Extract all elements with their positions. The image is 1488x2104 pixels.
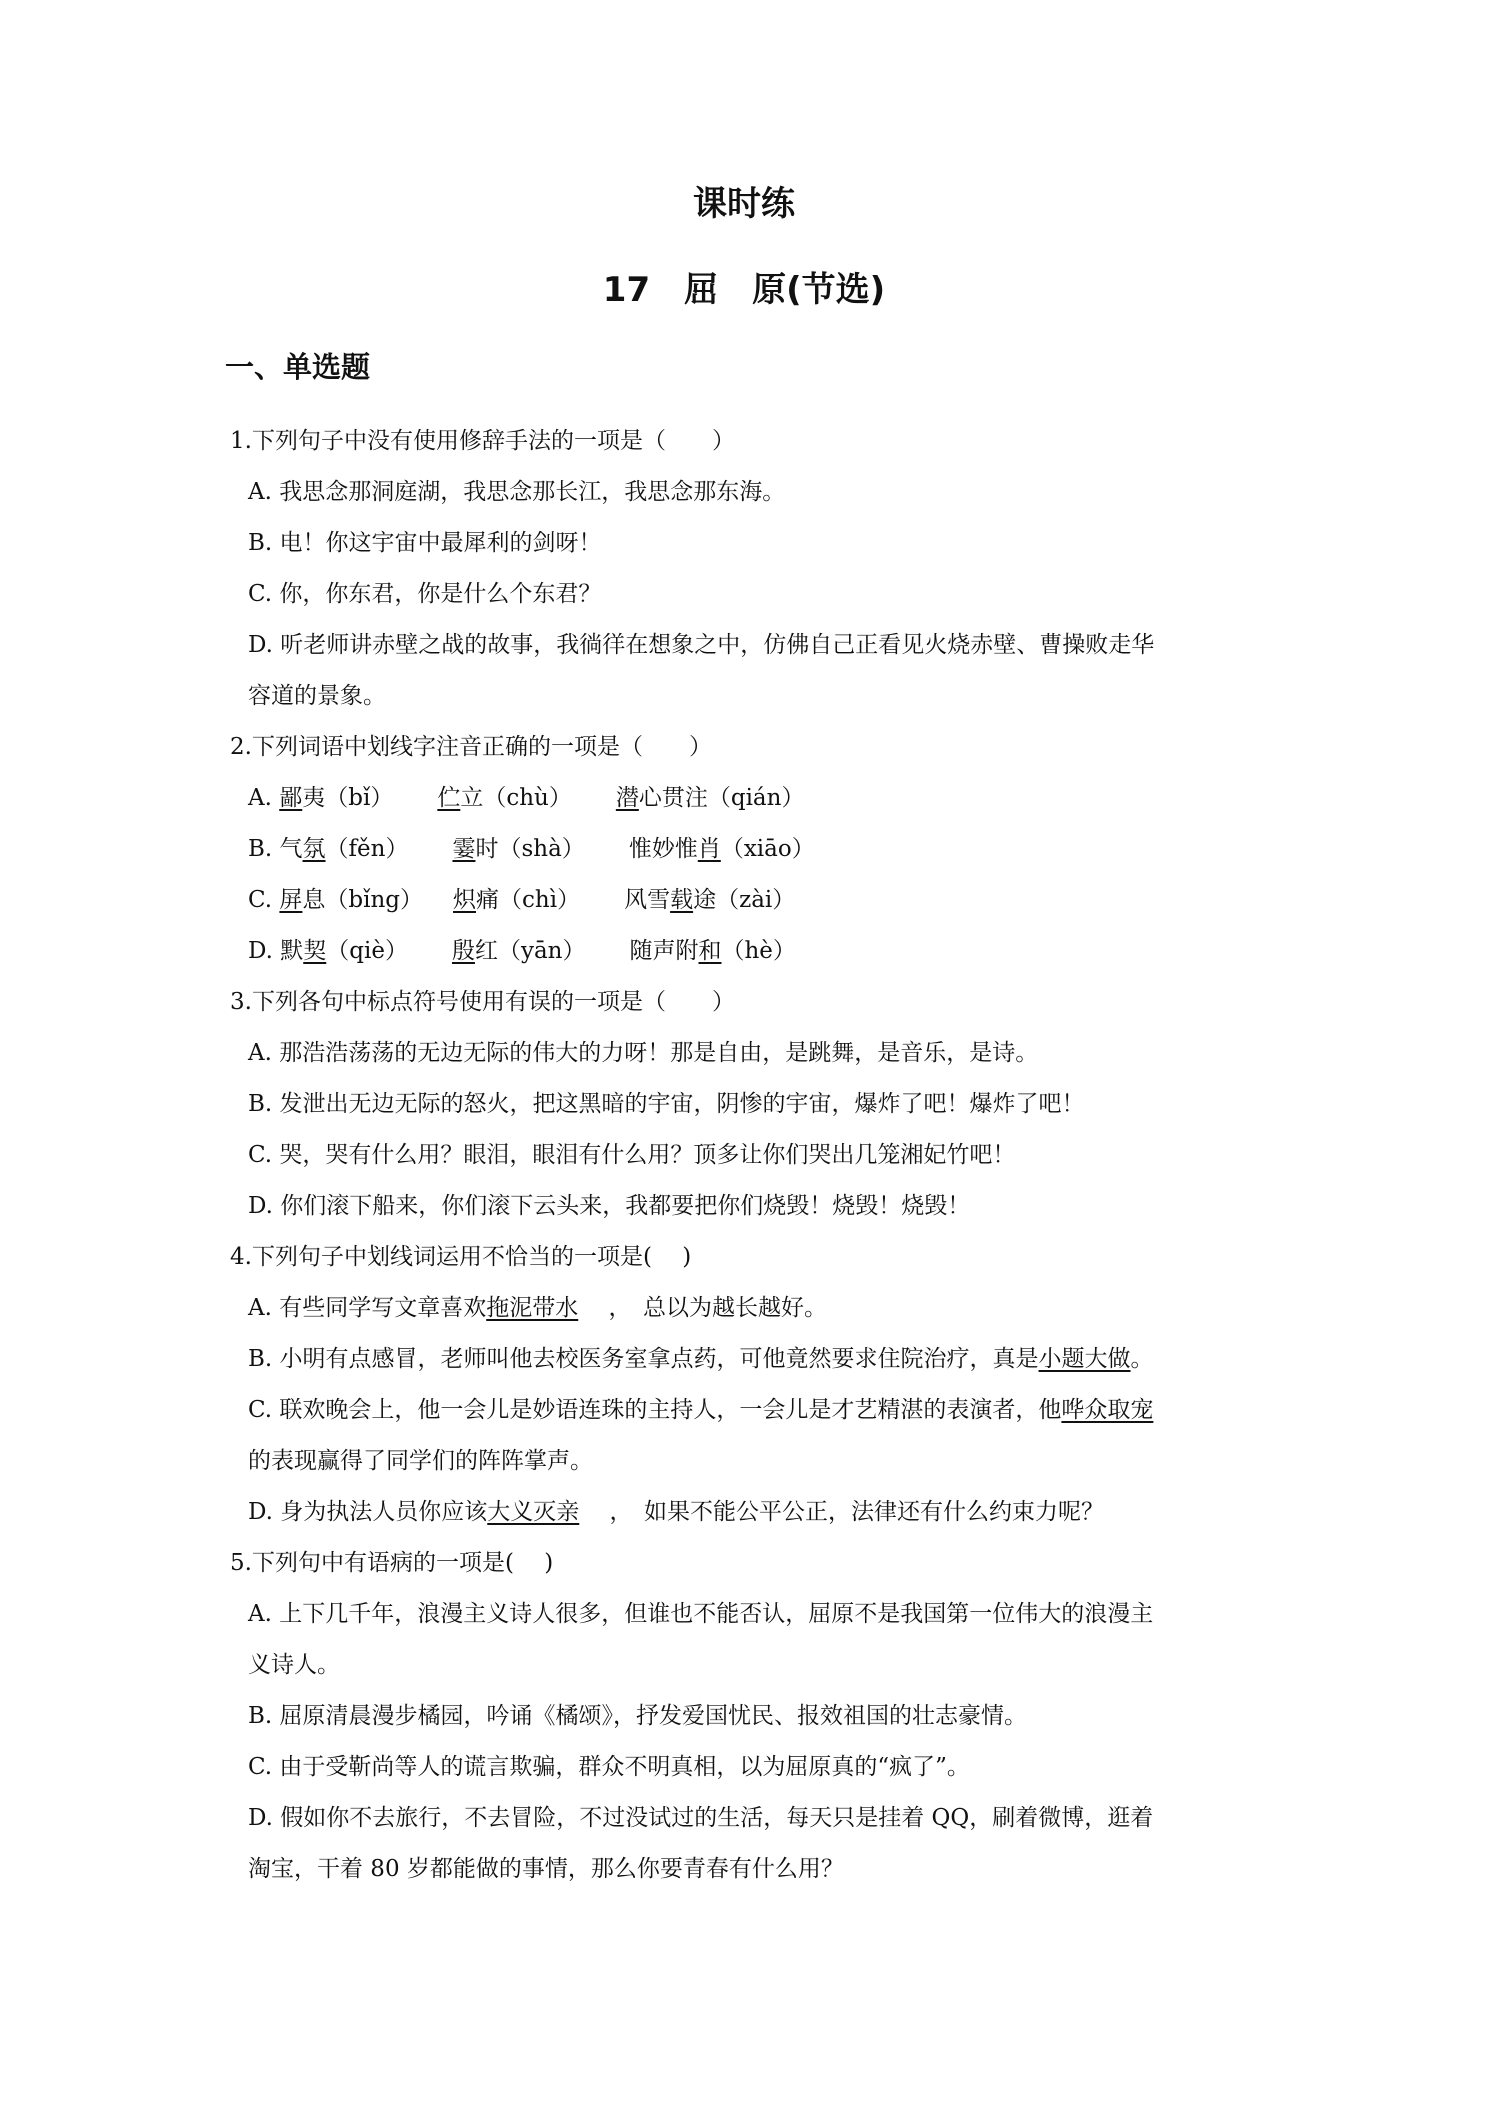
question-5-option-b: B. 屈原清晨漫步橘园，吟诵《橘颂》，抒发爱国忧民、报效祖国的壮志豪情。 bbox=[248, 1703, 1028, 1729]
question-3-option-c: C. 哭，哭有什么用？眼泪，眼泪有什么用？顶多让你们哭出几笼湘妃竹吧！ bbox=[248, 1142, 1016, 1168]
underlined-word: 小题大做 bbox=[1038, 1346, 1131, 1372]
question-4-option-c-cont: 的表现赢得了同学们的阵阵掌声。 bbox=[248, 1448, 593, 1474]
question-5-option-a-cont: 义诗人。 bbox=[248, 1652, 340, 1678]
question-3-stem: 3.下列各句中标点符号使用有误的一项是（ ） bbox=[230, 989, 735, 1015]
underlined-char: 伫 bbox=[437, 785, 461, 811]
question-3-option-d: D. 你们滚下船来，你们滚下云头来，我都要把你们烧毁！烧毁！烧毁！ bbox=[248, 1193, 971, 1219]
question-2-option-c: C. 屏息（bǐng） 炽痛（chì） 风雪载途（zài） bbox=[248, 887, 796, 913]
question-2-option-a: A. 鄙夷（bǐ） 伫立（chù） 潜心贯注（qián） bbox=[248, 785, 805, 811]
question-1-option-c: C. 你，你东君，你是什么个东君？ bbox=[248, 581, 602, 607]
underlined-char: 和 bbox=[698, 938, 722, 964]
underlined-char: 契 bbox=[303, 938, 327, 964]
underlined-char: 炽 bbox=[453, 887, 477, 913]
underlined-char: 氛 bbox=[302, 836, 326, 862]
question-5-stem: 5.下列句中有语病的一项是( ) bbox=[230, 1550, 554, 1576]
question-2-option-d: D. 默契（qiè） 殷红（yān） 随声附和（hè） bbox=[248, 938, 796, 964]
question-5-option-c: C. 由于受靳尚等人的谎言欺骗，群众不明真相，以为屈原真的“疯了”。 bbox=[248, 1754, 970, 1780]
underlined-word: 拖泥带水 bbox=[486, 1295, 579, 1321]
underlined-char: 潜 bbox=[615, 785, 639, 811]
question-3-option-b: B. 发泄出无边无际的怒火，把这黑暗的宇宙，阴惨的宇宙，爆炸了吧！爆炸了吧！ bbox=[248, 1091, 1085, 1117]
question-4-option-c: C. 联欢晚会上，他一会儿是妙语连珠的主持人，一会儿是才艺精湛的表演者，他哗众取宠 bbox=[248, 1397, 1154, 1423]
question-1-option-a: A. 我思念那洞庭湖，我思念那长江，我思念那东海。 bbox=[248, 479, 786, 505]
section-heading: 一、单选题 bbox=[225, 350, 371, 384]
underlined-char: 屏 bbox=[279, 887, 303, 913]
question-1-option-d: D. 听老师讲赤壁之战的故事，我徜徉在想象之中，仿佛自己正看见火烧赤壁、曹操败走华 bbox=[248, 632, 1155, 658]
underlined-char: 鄙 bbox=[279, 785, 303, 811]
underlined-char: 殷 bbox=[451, 938, 475, 964]
question-2-stem: 2.下列词语中划线字注音正确的一项是（ ） bbox=[230, 734, 712, 760]
question-2-option-b: B. 气氛（fěn） 霎时（shà） 惟妙惟肖（xiāo） bbox=[248, 836, 815, 862]
question-1-option-d-cont: 容道的景象。 bbox=[248, 683, 386, 709]
question-4-option-b: B. 小明有点感冒，老师叫他去校医务室拿点药，可他竟然要求住院治疗，真是小题大做。 bbox=[248, 1346, 1154, 1372]
question-5-option-d: D. 假如你不去旅行，不去冒险，不过没试过的生活，每天只是挂着 QQ，刷着微博，逛着 bbox=[248, 1805, 1154, 1831]
question-1-option-b: B. 电！你这宇宙中最犀利的剑呀！ bbox=[248, 530, 602, 556]
question-3-option-a: A. 那浩浩荡荡的无边无际的伟大的力呀！那是自由，是跳舞，是音乐，是诗。 bbox=[248, 1040, 1039, 1066]
question-5-option-d-cont: 淘宝，干着 80 岁都能做的事情，那么你要青春有什么用？ bbox=[248, 1856, 844, 1882]
question-list bbox=[230, 416, 1290, 1895]
lesson-title: 17 屈 原(节选) bbox=[602, 270, 886, 310]
question-4-option-d: D. 身为执法人员你应该大义灭亲 ， 如果不能公平公正，法律还有什么约束力呢？ bbox=[248, 1499, 1105, 1525]
question-1-stem: 1.下列句子中没有使用修辞手法的一项是（ ） bbox=[230, 428, 735, 454]
page-title: 课时练 bbox=[693, 184, 795, 224]
question-4-stem: 4.下列句子中划线词运用不恰当的一项是( ) bbox=[230, 1244, 692, 1270]
question-4-option-a: A. 有些同学写文章喜欢拖泥带水 ， 总以为越长越好。 bbox=[248, 1295, 828, 1321]
question-5-option-a: A. 上下几千年，浪漫主义诗人很多，但谁也不能否认，屈原不是我国第一位伟大的浪漫主 bbox=[248, 1601, 1154, 1627]
underlined-char: 肖 bbox=[697, 836, 721, 862]
underlined-char: 霎 bbox=[452, 836, 476, 862]
underlined-word: 哗众取宠 bbox=[1061, 1397, 1154, 1423]
underlined-word: 大义灭亲 bbox=[487, 1499, 580, 1525]
underlined-char: 载 bbox=[670, 887, 694, 913]
